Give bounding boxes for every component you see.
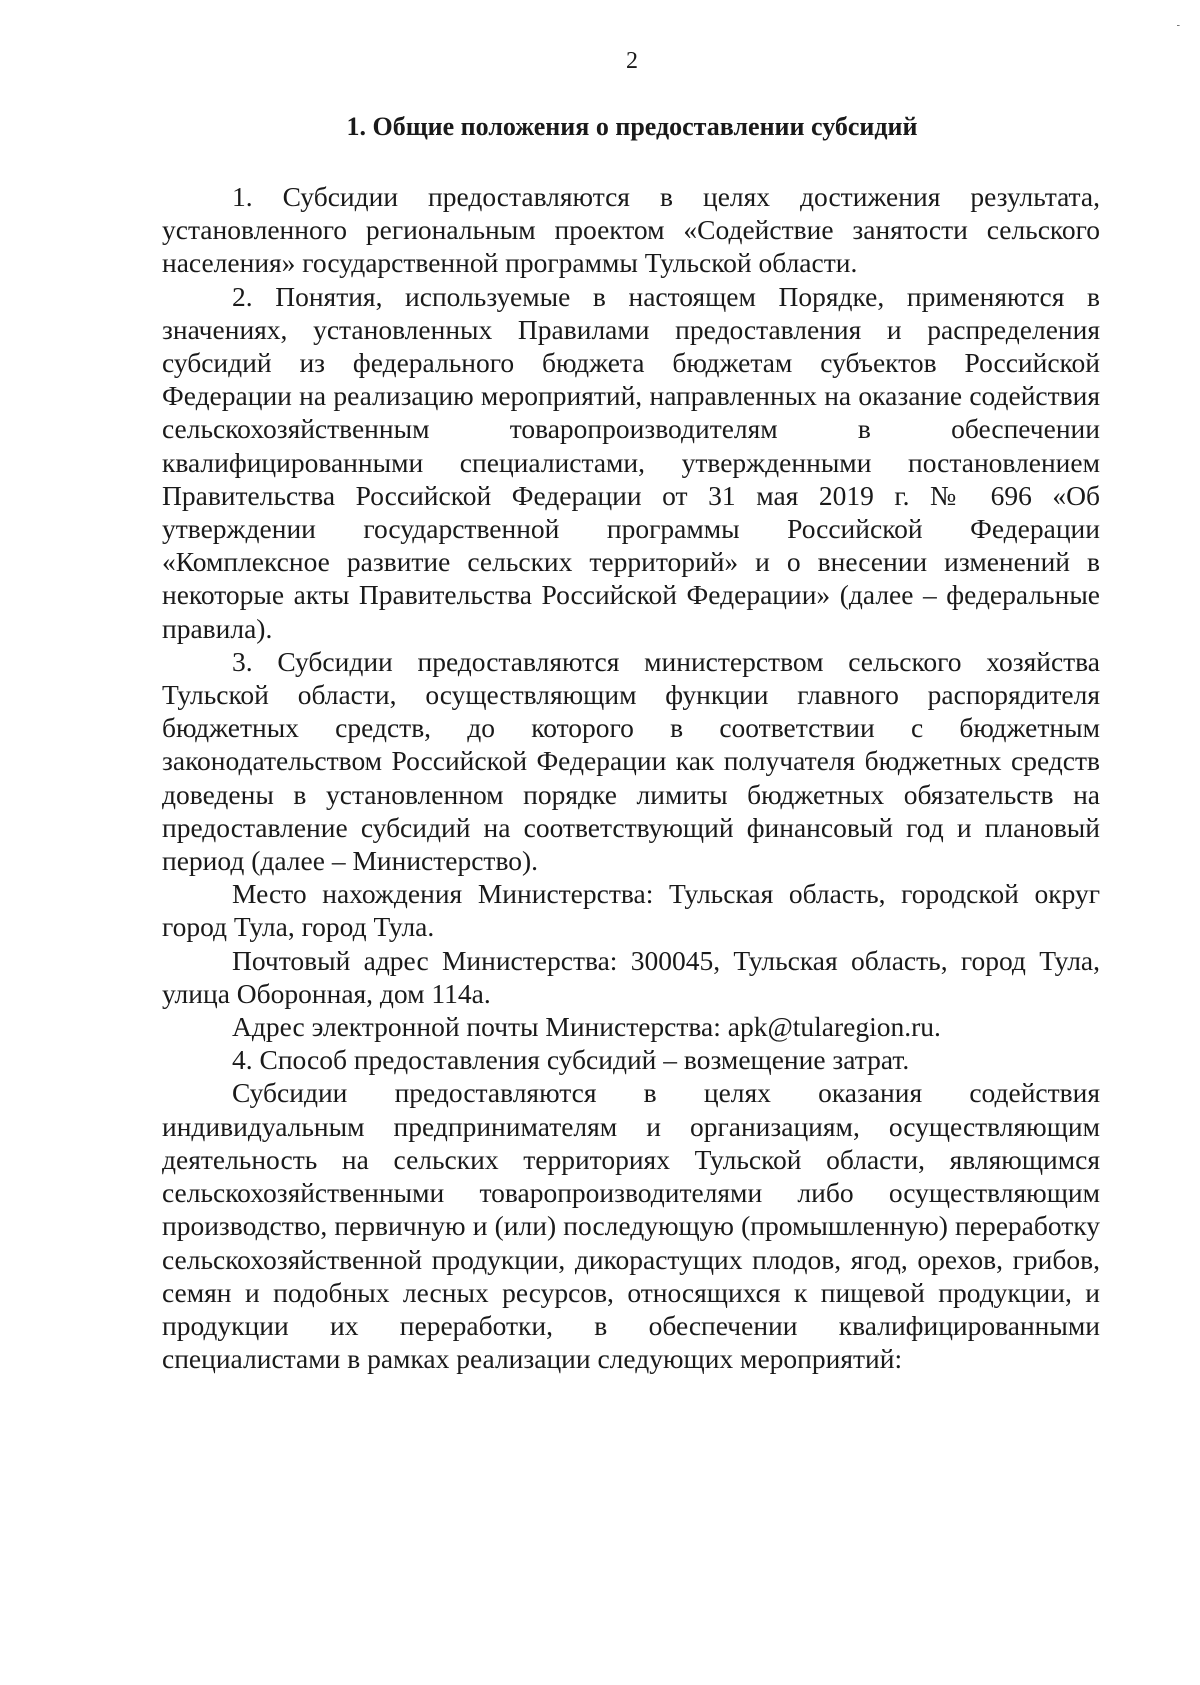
paragraph-postal-address: Почтовый адрес Министерства: 300045, Тульская область, город Тула, улица Оборонная, дом 114а. bbox=[162, 944, 1100, 1009]
page-number: 2 bbox=[626, 48, 638, 74]
corner-mark: - bbox=[1176, 20, 1180, 31]
paragraph-2-definitions: 2. Понятия, используемые в настоящем Порядке, применяются в значениях, установленных Правилами предоставления и распределения субсидий из федерального бюджета бюджетам субъектов Российской Федерации на реализацию мероприятий, направленных на оказание содействия сельскохозяйственным товаропроизводителям в обеспечении квалифицированными специалистами, утвержденными постановлением Правительства Российской Федерации от 31 мая 2019 г. № 696 «Об утверждении государственной программы Российской Федерации «Комплексное развитие сельских территорий» и о внесении изменений в некоторые акты Правительства Российской Федерации» (далее – федеральные правила). bbox=[162, 280, 1100, 644]
paragraph-3-ministry: 3. Субсидии предоставляются министерством сельского хозяйства Тульской области, осуществляющим функции главного распорядителя бюджетных средств, до которого в соответствии с бюджетным законодательством Российской Федерации как получателя бюджетных средств доведены в установленном порядке лимиты бюджетных обязательств на предоставление субсидий на соответствующий финансовый год и плановый период (далее – Министерство). bbox=[162, 645, 1100, 877]
document-body bbox=[162, 180, 1100, 1375]
section-title: 1. Общие положения о предоставлении субсидий bbox=[346, 112, 918, 141]
paragraph-purpose: Субсидии предоставляются в целях оказания содействия индивидуальным предпринимателям и организациям, осуществляющим деятельность на сельских территориях Тульской области, являющимся сельскохозяйственными товаропроизводителями либо осуществляющим производство, первичную и (или) последующую (промышленную) переработку сельскохозяйственной продукции, дикорастущих плодов, ягод, орехов, грибов, семян и подобных лесных ресурсов, относящихся к пищевой продукции, и продукции их переработки, в обеспечении квалифицированными специалистами в рамках реализации следующих мероприятий: bbox=[162, 1077, 1100, 1375]
paragraph-1-goal: 1. Субсидии предоставляются в целях достижения результата, установленного региональным проектом «Содействие занятости сельского населения» государственной программы Тульской области. bbox=[162, 181, 1100, 279]
paragraph-email: Адрес электронной почты Министерства: apk@tularegion.ru. bbox=[232, 1011, 941, 1043]
paragraph-location: Место нахождения Министерства: Тульская область, городской округ город Тула, город Тула. bbox=[162, 878, 1100, 943]
paragraph-4-method: 4. Способ предоставления субсидий – возмещение затрат. bbox=[232, 1044, 910, 1076]
